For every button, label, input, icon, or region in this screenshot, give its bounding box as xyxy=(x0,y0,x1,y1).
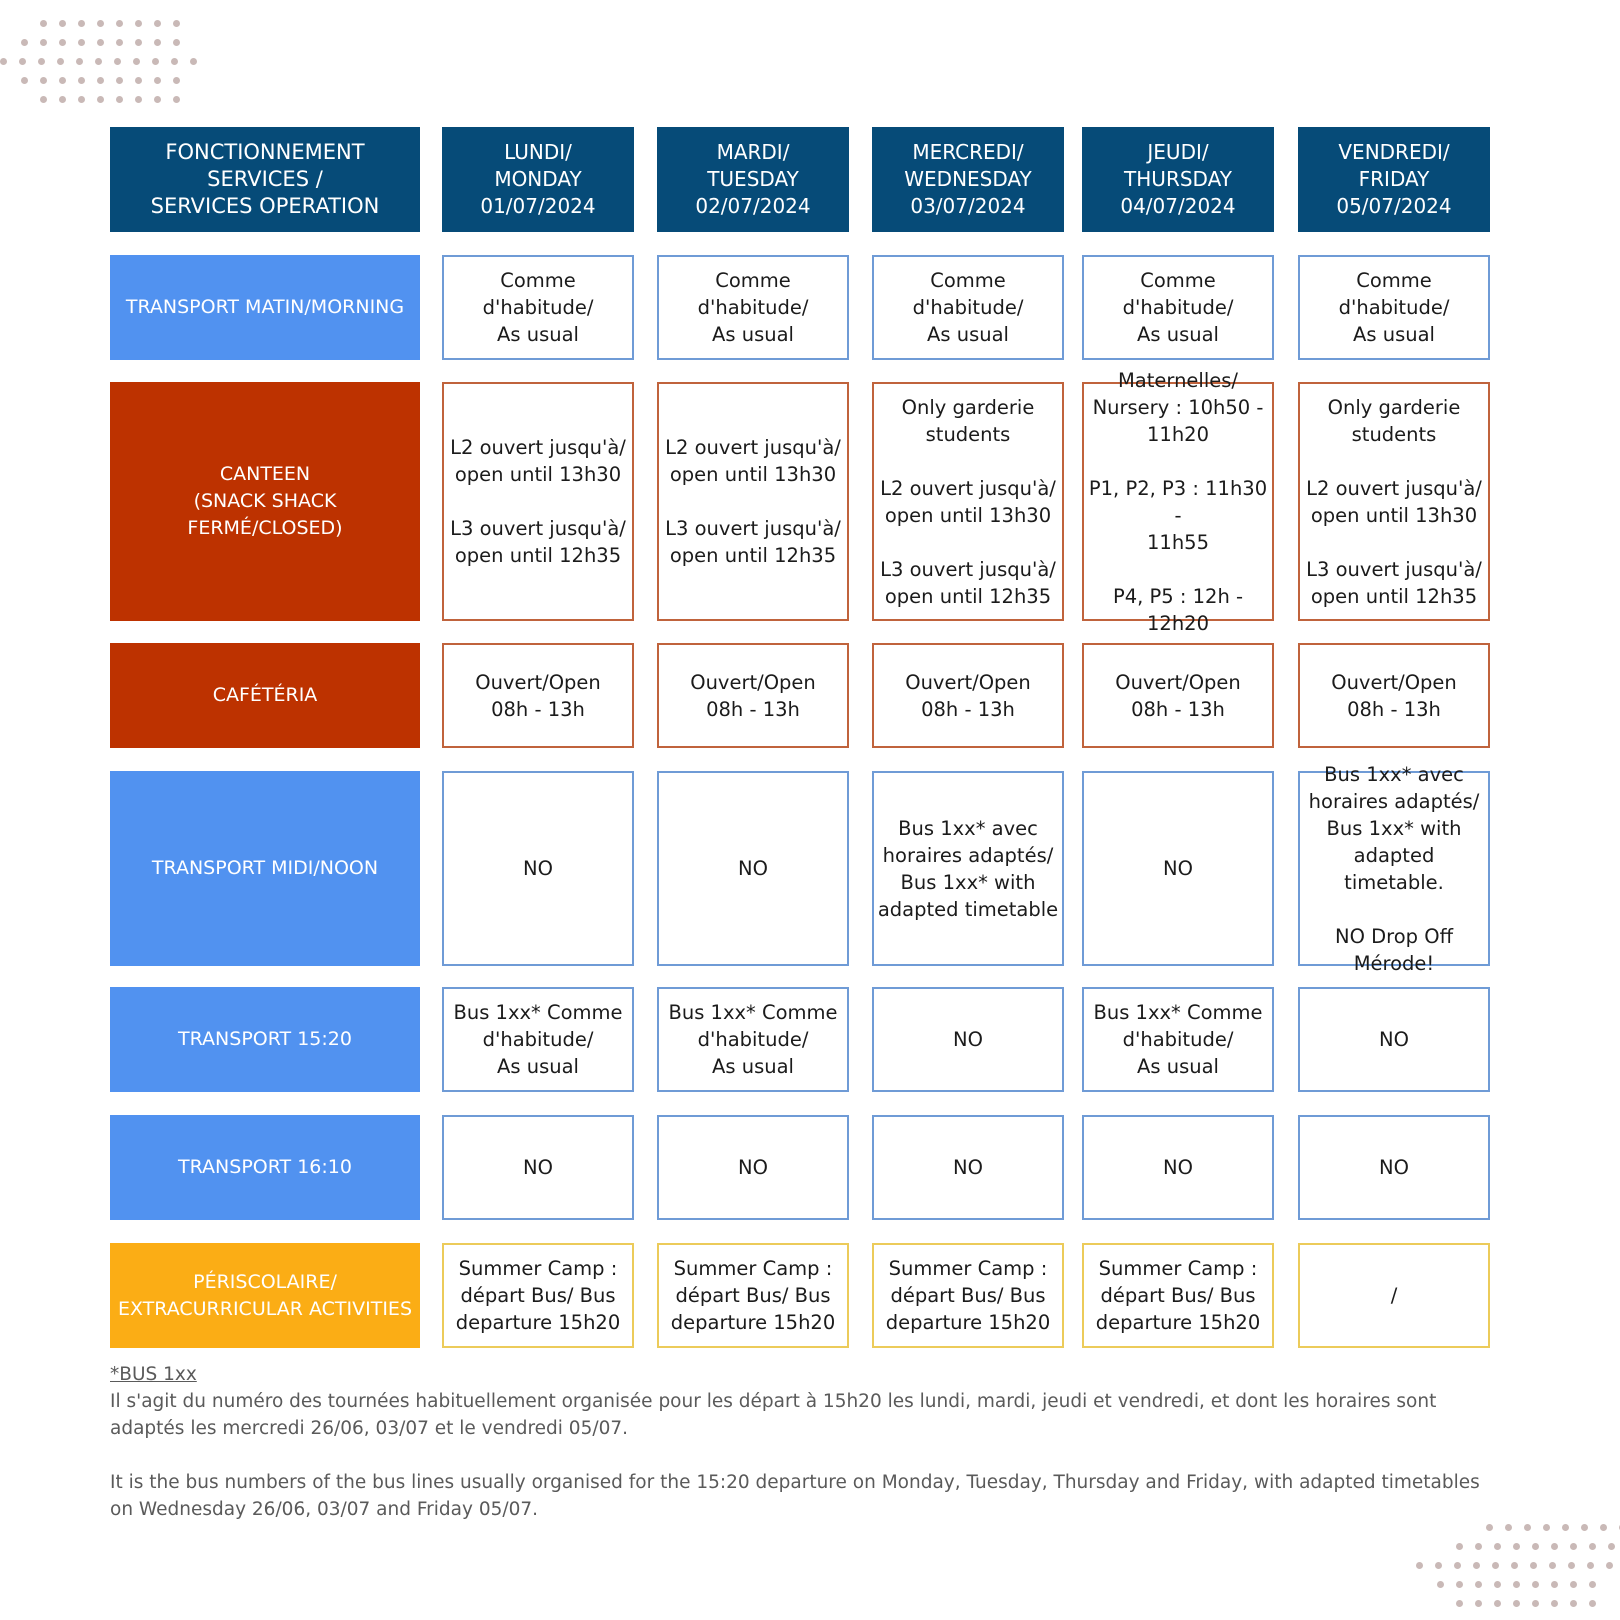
decorative-dot xyxy=(116,96,123,103)
cell-canteen-wednesday: Only garderie students L2 ouvert jusqu'à/ open until 13h30 L3 ouvert jusqu'à/ open until 12h35 xyxy=(872,382,1064,621)
footnote xyxy=(110,1361,1505,1523)
cell-extracurricular-tuesday: Summer Camp : départ Bus/ Bus departure 15h20 xyxy=(657,1243,849,1348)
decorative-dot xyxy=(21,77,28,84)
decorative-dot xyxy=(1532,1600,1539,1607)
header-day-friday: VENDREDI/ FRIDAY 05/07/2024 xyxy=(1298,127,1490,232)
decorative-dot xyxy=(59,77,66,84)
cell-transport-1520-friday: NO xyxy=(1298,987,1490,1092)
cell-cafeteria-monday: Ouvert/Open 08h - 13h xyxy=(442,643,634,748)
cell-transport-morning-wednesday: Comme d'habitude/ As usual xyxy=(872,255,1064,360)
header-services-label: FONCTIONNEMENT SERVICES / SERVICES OPERATION xyxy=(110,127,420,232)
decorative-dot xyxy=(1473,1562,1480,1569)
decorative-dot xyxy=(1589,1600,1596,1607)
decorative-dot xyxy=(38,58,45,65)
decorative-dot xyxy=(1587,1562,1594,1569)
decorative-dot xyxy=(1551,1543,1558,1550)
header-day-thursday: JEUDI/ THURSDAY 04/07/2024 xyxy=(1082,127,1274,232)
decorative-dot xyxy=(135,20,142,27)
decorative-dot xyxy=(152,58,159,65)
decorative-dot xyxy=(1454,1562,1461,1569)
footnote-french: Il s'agit du numéro des tournées habituellement organisée pour les départ à 15h20 les lundi, mardi, jeudi et vendredi, et dont les horaires sont adaptés les mercredi 26/06, 03/07 et le vendredi 05/07. xyxy=(110,1391,1437,1439)
decorative-dot xyxy=(1570,1600,1577,1607)
decorative-dot xyxy=(1513,1543,1520,1550)
decorative-dot xyxy=(1513,1581,1520,1588)
decorative-dot xyxy=(1456,1581,1463,1588)
decorative-dot xyxy=(97,77,104,84)
cell-transport-1610-friday: NO xyxy=(1298,1115,1490,1220)
cell-extracurricular-wednesday: Summer Camp : départ Bus/ Bus departure 15h20 xyxy=(872,1243,1064,1348)
decorative-dot xyxy=(173,39,180,46)
decorative-dot xyxy=(154,39,161,46)
cell-cafeteria-thursday: Ouvert/Open 08h - 13h xyxy=(1082,643,1274,748)
decorative-dot xyxy=(59,39,66,46)
decorative-dot xyxy=(1568,1562,1575,1569)
decorative-dot xyxy=(1608,1543,1615,1550)
decorative-dot xyxy=(57,58,64,65)
decorative-dot xyxy=(1532,1581,1539,1588)
cell-canteen-tuesday: L2 ouvert jusqu'à/ open until 13h30 L3 ouvert jusqu'à/ open until 12h35 xyxy=(657,382,849,621)
row-label-extracurricular: PÉRISCOLAIRE/ EXTRACURRICULAR ACTIVITIES xyxy=(110,1243,420,1348)
decorative-dot xyxy=(1549,1562,1556,1569)
decorative-dot xyxy=(190,58,197,65)
cell-transport-morning-friday: Comme d'habitude/ As usual xyxy=(1298,255,1490,360)
decorative-dot xyxy=(97,20,104,27)
decorative-dot xyxy=(135,96,142,103)
decorative-dot xyxy=(1581,1524,1588,1531)
decorative-dot xyxy=(19,58,26,65)
decorative-dot xyxy=(97,39,104,46)
header-day-wednesday: MERCREDI/ WEDNESDAY 03/07/2024 xyxy=(872,127,1064,232)
cell-transport-1610-wednesday: NO xyxy=(872,1115,1064,1220)
cell-transport-1520-monday: Bus 1xx* Comme d'habitude/ As usual xyxy=(442,987,634,1092)
decorative-dot xyxy=(78,77,85,84)
cell-transport-noon-monday: NO xyxy=(442,771,634,966)
decorative-dot xyxy=(1570,1543,1577,1550)
decorative-dot xyxy=(116,77,123,84)
row-label-transport-1610: TRANSPORT 16:10 xyxy=(110,1115,420,1220)
decorative-dot xyxy=(95,58,102,65)
decorative-dot xyxy=(1494,1543,1501,1550)
decorative-dot xyxy=(173,77,180,84)
row-label-transport-noon: TRANSPORT MIDI/NOON xyxy=(110,771,420,966)
decorative-dot xyxy=(40,77,47,84)
decorative-dot xyxy=(78,96,85,103)
cell-cafeteria-tuesday: Ouvert/Open 08h - 13h xyxy=(657,643,849,748)
decorative-dot xyxy=(1435,1562,1442,1569)
decorative-dot xyxy=(1511,1562,1518,1569)
decorative-dot xyxy=(40,20,47,27)
decorative-dot xyxy=(1562,1524,1569,1531)
footnote-title: *BUS 1xx xyxy=(110,1364,197,1385)
cell-transport-morning-tuesday: Comme d'habitude/ As usual xyxy=(657,255,849,360)
decorative-dot xyxy=(97,96,104,103)
cell-transport-1520-wednesday: NO xyxy=(872,987,1064,1092)
decorative-dot xyxy=(1494,1600,1501,1607)
decorative-dot xyxy=(1589,1543,1596,1550)
decorative-dot xyxy=(154,20,161,27)
decorative-dot xyxy=(1532,1543,1539,1550)
decorative-dot xyxy=(1416,1562,1423,1569)
footnote-english: It is the bus numbers of the bus lines usually organised for the 15:20 departure on Monday, Tuesday, Thursday and Friday, with adapted timetables on Wednesday 26/06, 03/07 and Friday 05/07. xyxy=(110,1472,1480,1520)
cell-cafeteria-wednesday: Ouvert/Open 08h - 13h xyxy=(872,643,1064,748)
decorative-dot xyxy=(1570,1581,1577,1588)
decorative-dot xyxy=(1551,1581,1558,1588)
decorative-dot xyxy=(1475,1581,1482,1588)
cell-transport-morning-monday: Comme d'habitude/ As usual xyxy=(442,255,634,360)
cell-transport-1610-thursday: NO xyxy=(1082,1115,1274,1220)
decorative-dot xyxy=(154,96,161,103)
decorative-dot xyxy=(1530,1562,1537,1569)
decorative-dot xyxy=(171,58,178,65)
decorative-dot xyxy=(1437,1581,1444,1588)
decorative-dot xyxy=(1475,1600,1482,1607)
cell-canteen-friday: Only garderie students L2 ouvert jusqu'à/ open until 13h30 L3 ouvert jusqu'à/ open until 12h35 xyxy=(1298,382,1490,621)
row-label-cafeteria: CAFÉTÉRIA xyxy=(110,643,420,748)
cell-transport-noon-friday: Bus 1xx* avec horaires adaptés/ Bus 1xx* with adapted timetable. NO Drop Off Mérode! xyxy=(1298,771,1490,966)
cell-cafeteria-friday: Ouvert/Open 08h - 13h xyxy=(1298,643,1490,748)
decorative-dot xyxy=(1494,1581,1501,1588)
decorative-dot xyxy=(173,20,180,27)
decorative-dot xyxy=(1486,1524,1493,1531)
cell-extracurricular-thursday: Summer Camp : départ Bus/ Bus departure 15h20 xyxy=(1082,1243,1274,1348)
decorative-dot xyxy=(1456,1600,1463,1607)
cell-transport-1610-monday: NO xyxy=(442,1115,634,1220)
decorative-dot xyxy=(40,96,47,103)
decorative-dot xyxy=(135,77,142,84)
decorative-dot xyxy=(1606,1562,1613,1569)
decorative-dot xyxy=(1524,1524,1531,1531)
decorative-dot xyxy=(1505,1524,1512,1531)
decorative-dot xyxy=(59,20,66,27)
decorative-dot xyxy=(1513,1600,1520,1607)
decorative-dot xyxy=(135,39,142,46)
decorative-dot xyxy=(1600,1524,1607,1531)
decorative-dot xyxy=(1543,1524,1550,1531)
decorative-dot xyxy=(1492,1562,1499,1569)
decorative-dot xyxy=(78,20,85,27)
cell-transport-noon-thursday: NO xyxy=(1082,771,1274,966)
row-label-transport-1520: TRANSPORT 15:20 xyxy=(110,987,420,1092)
decorative-dot xyxy=(0,58,7,65)
decorative-dot xyxy=(116,39,123,46)
decorative-dot xyxy=(116,20,123,27)
decorative-dot xyxy=(154,77,161,84)
decorative-dot xyxy=(40,39,47,46)
header-day-monday: LUNDI/ MONDAY 01/07/2024 xyxy=(442,127,634,232)
decorative-dot xyxy=(1589,1581,1596,1588)
cell-extracurricular-monday: Summer Camp : départ Bus/ Bus departure 15h20 xyxy=(442,1243,634,1348)
row-label-canteen: CANTEEN (SNACK SHACK FERMÉ/CLOSED) xyxy=(110,382,420,621)
cell-transport-noon-tuesday: NO xyxy=(657,771,849,966)
decorative-dot xyxy=(1551,1600,1558,1607)
row-label-transport-morning: TRANSPORT MATIN/MORNING xyxy=(110,255,420,360)
cell-extracurricular-friday: / xyxy=(1298,1243,1490,1348)
cell-transport-1610-tuesday: NO xyxy=(657,1115,849,1220)
decorative-dot xyxy=(1456,1543,1463,1550)
cell-transport-1520-thursday: Bus 1xx* Comme d'habitude/ As usual xyxy=(1082,987,1274,1092)
decorative-dot xyxy=(1475,1543,1482,1550)
cell-canteen-thursday: Maternelles/ Nursery : 10h50 - 11h20 P1, P2, P3 : 11h30 - 11h55 P4, P5 : 12h - 12h20 xyxy=(1082,382,1274,621)
decorative-dot xyxy=(114,58,121,65)
decorative-dot xyxy=(173,96,180,103)
decorative-dot xyxy=(59,96,66,103)
decorative-dot xyxy=(21,39,28,46)
decorative-dot xyxy=(76,58,83,65)
cell-transport-1520-tuesday: Bus 1xx* Comme d'habitude/ As usual xyxy=(657,987,849,1092)
decorative-dot xyxy=(133,58,140,65)
cell-transport-noon-wednesday: Bus 1xx* avec horaires adaptés/ Bus 1xx* with adapted timetable xyxy=(872,771,1064,966)
decorative-dot xyxy=(78,39,85,46)
cell-transport-morning-thursday: Comme d'habitude/ As usual xyxy=(1082,255,1274,360)
cell-canteen-monday: L2 ouvert jusqu'à/ open until 13h30 L3 ouvert jusqu'à/ open until 12h35 xyxy=(442,382,634,621)
header-day-tuesday: MARDI/ TUESDAY 02/07/2024 xyxy=(657,127,849,232)
